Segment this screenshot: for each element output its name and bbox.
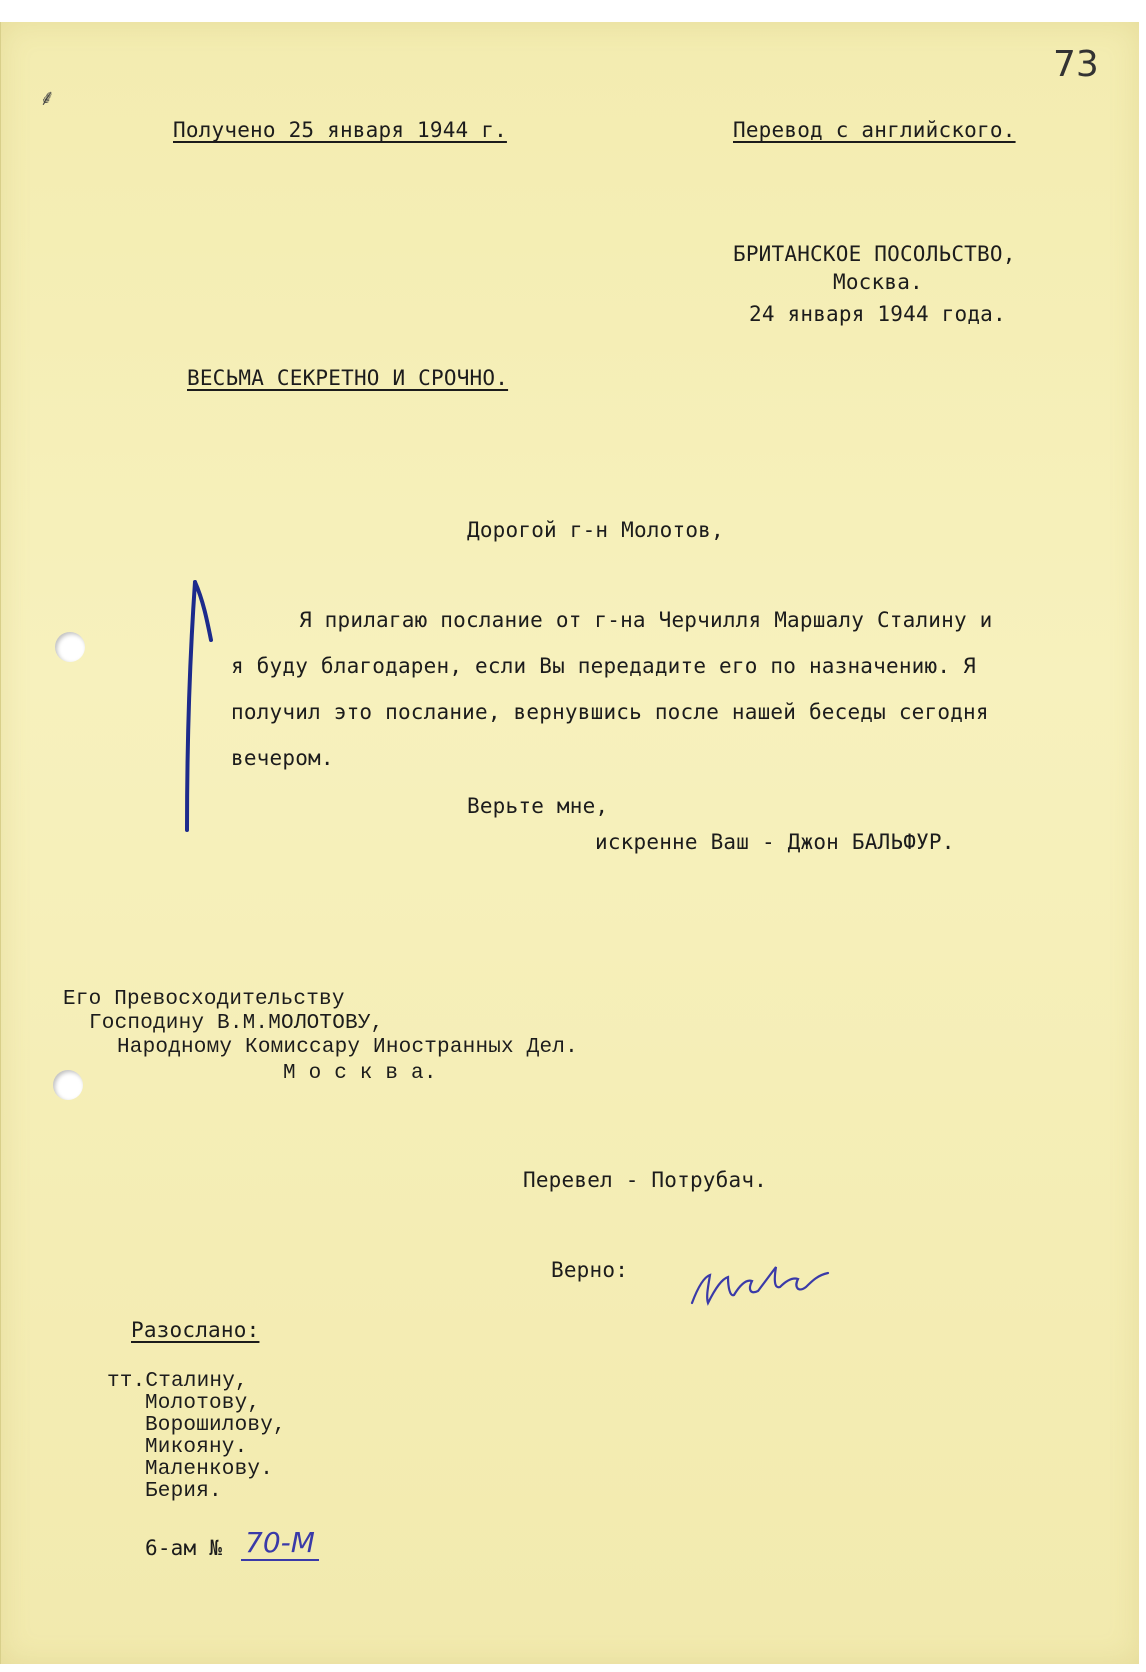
verified-signature: [649, 1238, 838, 1340]
translator-note: Перевел - Потрубач.: [523, 1168, 768, 1192]
body-line-2: я буду благодарен, если Вы передадите его по назначению. Я: [231, 654, 976, 678]
distribution-item: Ворошилову,: [145, 1414, 286, 1437]
closing-line-1: Верьте мне,: [467, 794, 609, 818]
distribution-item: Берия.: [145, 1480, 222, 1503]
received-date: Получено 25 января 1944 г.: [173, 118, 507, 142]
punch-hole-top: [55, 632, 85, 662]
sender-city: Москва.: [833, 270, 923, 294]
distribution-item: Микояну.: [145, 1436, 248, 1459]
classification-stamp: ВЕСЬМА СЕКРЕТНО И СРОЧНО.: [187, 366, 509, 390]
file-number-label: 6-ам №: [145, 1536, 223, 1560]
closing-signature: искренне Ваш - Джон БАЛЬФУР.: [595, 830, 955, 854]
addressee-line-1: Его Превосходительству: [63, 988, 345, 1011]
page-number: 73: [1053, 44, 1099, 85]
body-line-3: получил это послание, вернувшись после нашей беседы сегодня: [231, 700, 989, 724]
punch-hole-bottom: [53, 1070, 83, 1100]
distribution-item: тт.Сталину,: [107, 1370, 248, 1393]
addressee-line-2: Господину В.М.МОЛОТОВУ,: [89, 1012, 384, 1035]
sender-embassy: БРИТАНСКОЕ ПОСОЛЬСТВО,: [733, 242, 1016, 266]
distribution-item: Молотову,: [145, 1392, 261, 1415]
handwritten-signature: [688, 1257, 838, 1317]
body-line-1: Я прилагаю послание от г-на Черчилля Маршалу Сталину и: [299, 608, 993, 632]
distribution-item: Маленкову.: [145, 1458, 274, 1481]
sender-date: 24 января 1944 года.: [749, 302, 1006, 326]
body-line-4: вечером.: [231, 746, 334, 770]
addressee-line-3: Народному Комиссару Иностранных Дел.: [117, 1036, 578, 1059]
distribution-title: Разослано:: [131, 1318, 260, 1342]
addressee-line-4: М о с к в а.: [283, 1062, 437, 1085]
file-number-value: 70-М: [241, 1526, 319, 1561]
translation-note: Перевод с английского.: [733, 118, 1016, 142]
margin-mark: ⸙: [39, 86, 56, 111]
document-page: [0, 22, 1139, 1664]
margin-pencil-mark: [181, 580, 221, 840]
verified-label: Верно:: [551, 1258, 629, 1282]
salutation: Дорогой г-н Молотов,: [467, 518, 724, 542]
